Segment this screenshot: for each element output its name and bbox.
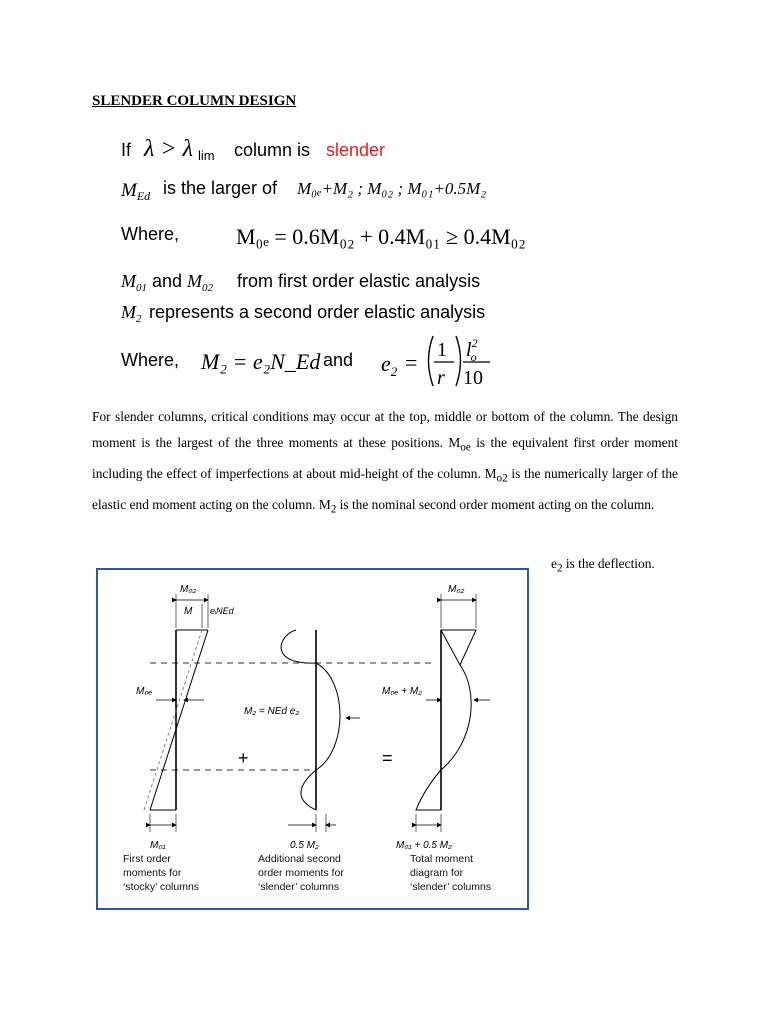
moment-diagram-figure (96, 568, 529, 910)
svg-text:r: r (437, 367, 445, 389)
med-line-prefix: is the larger of (163, 178, 278, 198)
paragraph-text-1: For slender columns, critical conditions may occur at the top, middle or bottom of the column. The design moment is the largest of the three moments at these positions. M (92, 409, 678, 450)
deflection-note (551, 556, 655, 575)
label-m2-eq: M₂ = NEd e₂ (244, 706, 300, 717)
label-m01-plus-half-m2: M₀₁ + 0.5 M₂ (396, 840, 452, 851)
caption-second-order (258, 852, 344, 894)
label-m02-right: M₀₂ (448, 584, 465, 595)
paragraph-text-2: is the equivalent first order moment including the effect of imperfections at about mid-height of the column. M (92, 434, 679, 481)
m2-text: represents a second order elastic analysis (149, 302, 486, 322)
equals-sign: = (382, 748, 393, 768)
svg-text:1: 1 (437, 339, 447, 361)
where-label-2: Where, (121, 350, 180, 370)
med-line-terms: M₀ₑ+M₂ ; M₀₂ ; M₀₁+0.5M₂ (297, 179, 487, 198)
m2-formula: M₂ = e₂N_Ed (201, 349, 321, 374)
paragraph-text-4: is the nominal second order moment acting on the column. (336, 497, 655, 513)
caption-line: ‘slender’ columns (258, 881, 340, 893)
paragraph-sub-1: oe (460, 441, 471, 454)
e2-formula (381, 336, 490, 389)
deflection-e: e (551, 556, 557, 571)
caption-line: ‘slender’ columns (410, 881, 492, 893)
where-label-1: Where, (121, 224, 180, 244)
m01-m02-text: from first order elastic analysis (237, 271, 481, 291)
svg-text:l2o: $l^2$ o (466, 336, 478, 364)
paragraph-text-3: is the numerically larger of the elastic end moment acting on the column. M (92, 465, 678, 513)
slender-word: slender (326, 140, 386, 160)
label-m02-left: M₀₂ (180, 584, 197, 595)
lambda-condition: λ > λ (144, 136, 193, 162)
med-symbol: $M_{Ed}$ (121, 180, 151, 203)
label-m-left: M (184, 606, 193, 617)
if-word: If (121, 140, 132, 160)
moe-formula: M₀ₑ = 0.6M₀₂ + 0.4M₀₁ ≥ 0.4M₀₂ (236, 224, 526, 249)
explanation-paragraph (92, 404, 678, 523)
caption-line: Additional second (258, 853, 341, 865)
caption-line: diagram for (410, 867, 464, 879)
label-m01-left: M₀₁ (150, 840, 166, 851)
caption-line: ‘stocky’ columns (123, 881, 200, 893)
caption-line: Total moment (410, 853, 474, 865)
and-word: and (323, 350, 354, 370)
plus-sign: + (238, 748, 249, 768)
m01-m02-symbols: $M_{01}$ and $M_{02}$ (121, 271, 214, 294)
caption-line: order moments for (258, 867, 344, 879)
equation-block (0, 0, 768, 400)
deflection-suffix: is the deflection. (562, 556, 655, 571)
m2-symbol: $M_2$ (121, 302, 142, 325)
lambda-lim-subscript: lim (198, 148, 215, 163)
total-moment-diagram (382, 584, 490, 851)
caption-first-order (123, 852, 199, 894)
svg-text:e2: $e_2$ (381, 351, 398, 379)
first-order-diagram (136, 584, 235, 851)
column-is-text: column is (234, 140, 311, 160)
label-half-m2: 0.5 M₂ (290, 840, 319, 851)
label-eined: eᵢNEd (210, 606, 234, 616)
caption-line: moments for (123, 867, 182, 879)
paragraph-sub-2: o2 (496, 472, 508, 485)
caption-line: First order (123, 853, 171, 865)
svg-text:10: 10 (463, 367, 483, 389)
paragraph-sub-3: 2 (330, 503, 337, 516)
deflection-sub: 2 (556, 562, 563, 575)
page-heading: SLENDER COLUMN DESIGN (92, 93, 297, 109)
caption-total-moment (410, 852, 491, 894)
label-moe: M₀ₑ (136, 686, 153, 697)
svg-text:=: = (405, 350, 418, 375)
label-moe-plus-m2: M₀ₑ + M₂ (382, 686, 422, 697)
